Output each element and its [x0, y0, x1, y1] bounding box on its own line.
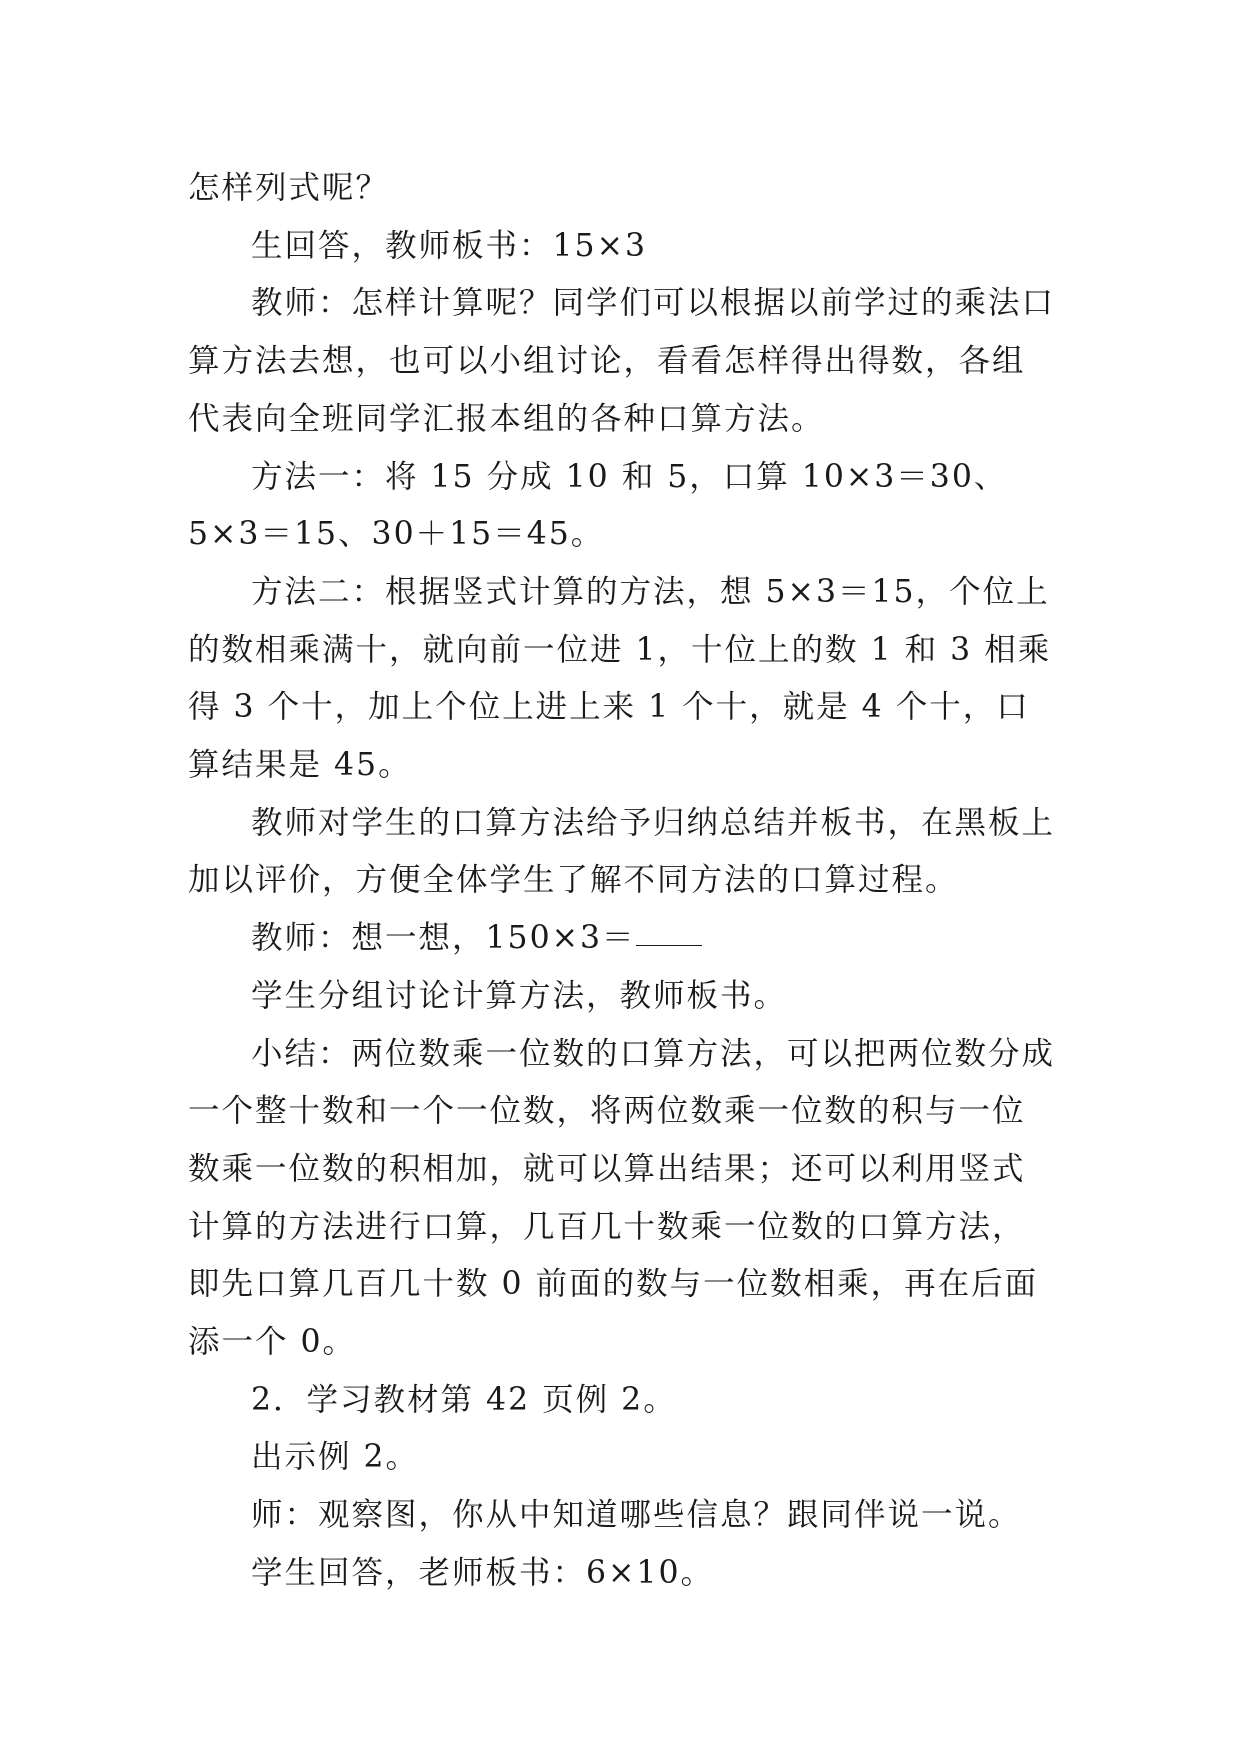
paragraph-section-heading: 2．学习教材第 42 页例 2。 [251, 1381, 677, 1418]
paragraph-think-exercise [188, 910, 1058, 968]
paragraph-method-two: 方法二：根据竖式计算的方法，想 5×3＝15，个位上的数相乘满十，就向前一位进 1，十位上的数 1 和 3 相乘得 3 个十，加上个位上进上来 1 个十，就是 4 个十，口算结果是 45。 [188, 573, 1052, 784]
paragraph-student-answer: 生回答，教师板书：15×3 [251, 227, 648, 264]
paragraph-group-discussion: 学生分组讨论计算方法，教师板书。 [251, 977, 788, 1014]
paragraph-method-one: 方法一：将 15 分成 10 和 5，口算 10×3＝30、5×3＝15、30＋15＝45。 [188, 458, 1008, 553]
exercise-text: 教师：想一想，150×3＝ [251, 920, 636, 957]
paragraph-observe-picture: 师：观察图，你从中知道哪些信息？跟同伴说一说。 [251, 1497, 1022, 1534]
answer-blank [636, 945, 702, 946]
paragraph-student-reply: 学生回答，老师板书：6×10。 [251, 1554, 715, 1591]
document-body [188, 160, 1058, 1603]
paragraph-question: 怎样列式呢？ [188, 170, 390, 206]
paragraph-conclusion: 小结：两位数乘一位数的口算方法，可以把两位数分成一个整十数和一个一位数，将两位数乘一位数的积与一位数乘一位数的积相加，就可以算出结果；还可以利用竖式计算的方法进行口算，几百几十数乘一位数的口算方法，即先口算几百几十数 0 前面的数与一位数相乘，再在后面添一个 0。 [188, 1035, 1056, 1361]
paragraph-teacher-prompt: 教师：怎样计算呢？同学们可以根据以前学过的乘法口算方法去想，也可以小组讨论，看看怎样得出得数，各组代表向全班同学汇报本组的各种口算方法。 [188, 285, 1056, 437]
paragraph-show-example: 出示例 2。 [251, 1439, 420, 1476]
paragraph-teacher-summary: 教师对学生的口算方法给予归纳总结并板书，在黑板上加以评价，方便全体学生了解不同方法的口算过程。 [188, 804, 1056, 899]
